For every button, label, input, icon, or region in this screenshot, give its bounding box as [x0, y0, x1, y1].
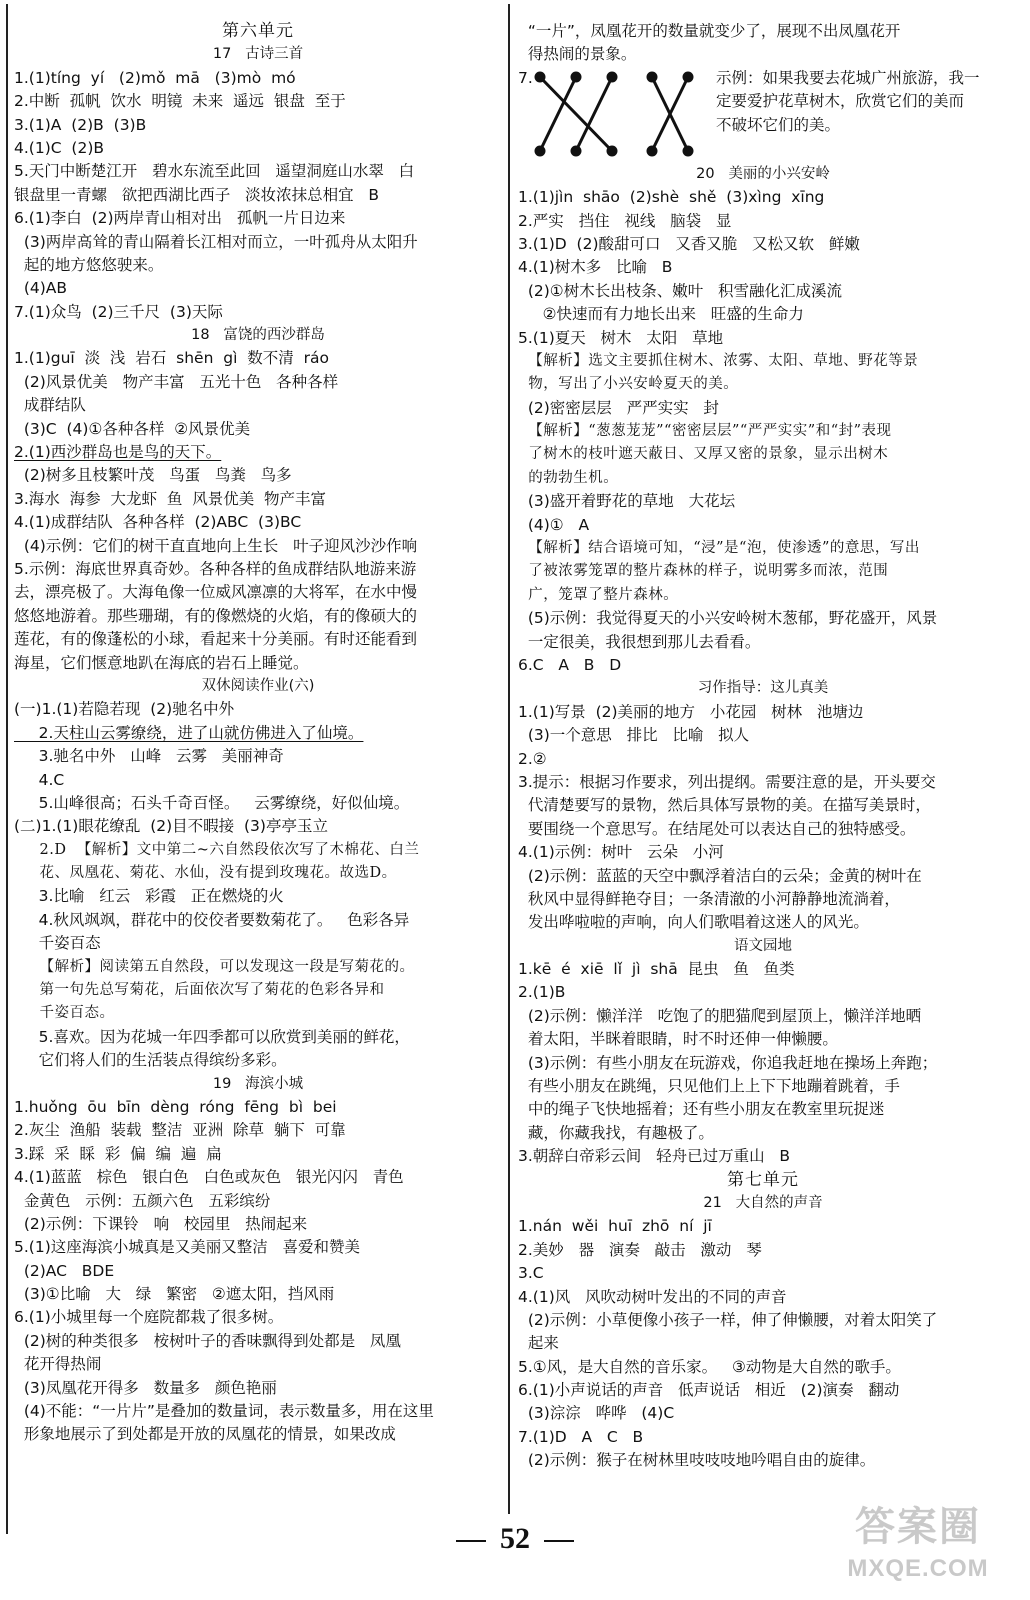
answer-line: 金黄色 示例：五颜六色 五彩缤纷: [14, 1191, 271, 1210]
answer-line: 2.D 【解析】文中第二~六自然段依次写了木棉花、白兰: [14, 841, 420, 858]
answer-line: 藏，你藏我找，有趣极了。: [518, 1123, 714, 1142]
answer-line: (2)示例：下课铃 响 校园里 热闹起来: [14, 1214, 308, 1233]
section-heading: 第六单元: [222, 21, 294, 41]
answer-line: 了被浓雾笼罩的整片森林的样子，说明雾多而浓，范围: [518, 563, 889, 580]
answer-line: 2.(1)西沙群岛也是鸟的天下。: [14, 443, 222, 462]
answer-line: 花、凤凰花、菊花、水仙，没有提到玫瑰花。故选D。: [14, 865, 397, 882]
answer-line: 1.nán wěi huī zhō ní jī: [518, 1217, 712, 1236]
answer-line: (3)C (4)①各种各样 ②风景优美: [14, 419, 251, 438]
answer-line: 3.(1)D (2)酸甜可口 又香又脆 又松又软 鲜嫩: [518, 234, 860, 253]
answer-line: 一定很美，我很想到那儿去看看。: [518, 632, 761, 651]
matching-exercise-answer: [716, 67, 1006, 137]
answer-line: 2.严实 挡住 视线 脑袋 显: [518, 211, 732, 230]
section-heading: 语文园地: [734, 937, 792, 954]
answer-line: 4.(1)树木多 比喻 B: [518, 258, 673, 277]
answer-line: 3.(1)A (2)B (3)B: [14, 115, 147, 134]
answer-line: 2.②: [518, 749, 547, 768]
answer-line: ②快速而有力地长出来 旺盛的生命力: [518, 305, 804, 324]
answer-line: 【解析】结合语境可知，“浸”是“泡，使渗透”的意思，写出: [518, 540, 920, 557]
answer-line: 6.(1)小声说话的声音 低声说话 相近 (2)演奏 翻动: [518, 1381, 900, 1400]
answer-line: 1.kē é xiē lǐ jì shā 昆虫 鱼 鱼类: [518, 960, 795, 979]
answer-line: 3.踩 采 睬 彩 偏 编 遍 扁: [14, 1144, 222, 1163]
answer-line: (4)不能：“一片片”是叠加的数量词，表示数量多，用在这里: [14, 1402, 434, 1421]
answer-line: 的勃勃生机。: [518, 469, 619, 486]
answer-line: 第一句先总写菊花，后面依次写了菊花的色彩各异和: [14, 982, 385, 999]
watermark-url: MXQE.COM: [847, 1555, 989, 1582]
answer-line: 6.(1)小城里每一个庭院都栽了很多树。: [14, 1308, 284, 1327]
answer-line: 5.(1)夏天 树木 太阳 草地: [518, 328, 724, 347]
answer-line: 示例：如果我要去花城广州旅游，我一: [716, 68, 980, 87]
answer-line: 【解析】阅读第五自然段，可以发现这一段是写菊花的。: [14, 958, 415, 975]
section-heading: 20 美丽的小兴安岭: [696, 165, 830, 182]
answer-line: 7.(1)众鸟 (2)三千尺 (3)天际: [14, 302, 223, 321]
match-line: [540, 77, 612, 151]
answer-line: 代清楚要写的景物，然后具体写景物的美。在描写美景时，: [518, 796, 931, 815]
answer-line: (3)淙淙 哗哗 (4)C: [518, 1404, 675, 1423]
answer-line: (2)示例：小草便像小孩子一样，伸了伸懒腰，对着太阳笑了: [518, 1310, 938, 1329]
page-number-dash: [544, 1540, 574, 1542]
answer-line: 1.(1)jìn shāo (2)shè shě (3)xìng xīng: [518, 188, 825, 207]
question-number: 7.: [518, 68, 533, 87]
answer-line: (2)示例：懒洋洋 吃饱了的肥猫爬到屋顶上，懒洋洋地晒: [518, 1006, 922, 1025]
answer-line: 2.美妙 器 演奏 敲击 激动 琴: [518, 1240, 762, 1259]
matching-lines-diagram: [534, 71, 710, 159]
binding-edge-line: [6, 4, 8, 1534]
answer-line: 2.灰尘 渔船 装载 整洁 亚洲 除草 躺下 可靠: [14, 1121, 346, 1140]
answer-line: (5)示例：我觉得夏天的小兴安岭树木葱郁，野花盛开，风景: [518, 609, 938, 628]
answer-line: 形象地展示了到处都是开放的凤凰花的情景，如果改成: [14, 1425, 396, 1444]
answer-line: 1.(1)写景 (2)美丽的地方 小花园 树林 池塘边: [518, 702, 864, 721]
answer-line: (2)示例：猴子在树林里吱吱吱地吟唱自由的旋律。: [518, 1451, 876, 1470]
watermark-logo: [818, 1500, 1018, 1596]
answer-line: 6.C A B D: [518, 655, 622, 674]
answer-line: 悠悠地游着。那些珊瑚，有的像燃烧的火焰，有的像硕大的: [14, 606, 418, 625]
answer-line: 要围绕一个意思写。在结尾处可以表达自己的独特感受。: [518, 819, 916, 838]
section-heading: 19 海滨小城: [212, 1075, 304, 1092]
answer-line: 去，漂亮极了。大海龟像一位威风凛凛的大将军，在水中慢: [14, 583, 418, 602]
answer-line: 银盘里一青螺 欲把西湖比西子 淡妆浓抹总相宜 B: [14, 185, 379, 204]
answer-line: 5.示例：海底世界真奇妙。各种各样的鱼成群结队地游来游: [14, 559, 417, 578]
answer-line: 起来: [518, 1334, 559, 1353]
answer-line: 着太阳，半眯着眼睛，时不时还伸一伸懒腰。: [518, 1030, 838, 1049]
answer-line: 3.提示：根据习作要求，列出提纲。需要注意的是，开头要交: [518, 772, 936, 791]
answer-line: 7.(1)D A C B: [518, 1427, 644, 1446]
answer-line: 4.(1)蓝蓝 棕色 银白色 白色或灰色 银光闪闪 青色: [14, 1168, 404, 1187]
answer-line: (2)树多且枝繁叶茂 鸟蛋 鸟粪 鸟多: [14, 466, 292, 485]
answer-line: 5.天门中断楚江开 碧水东流至此回 遥望洞庭山水翠 白: [14, 162, 415, 181]
answer-line: 物，写出了小兴安岭夏天的美。: [518, 376, 739, 393]
match-line: [576, 77, 612, 151]
column-divider: [508, 4, 510, 1514]
answer-line: (3)凤凰花开得多 数量多 颜色艳丽: [14, 1378, 277, 1397]
answer-line: 秋风中显得鲜艳夺目；一条清澈的小河静静地流淌着，: [518, 889, 900, 908]
answer-line: 海星，它们惬意地趴在海底的岩石上睡觉。: [14, 653, 309, 672]
answer-line: (3)一个意思 排比 比喻 拟人: [518, 726, 750, 745]
answer-line: 定要爱护花草树木，欣赏它们的美而: [716, 92, 965, 111]
section-heading: 第七单元: [727, 1169, 799, 1190]
answer-line: (2)示例：蓝蓝的天空中飘浮着洁白的云朵；金黄的树叶在: [518, 866, 922, 885]
section-heading: 18 富饶的西沙群岛: [191, 327, 325, 344]
answer-line: 2.天柱山云雾缭绕，进了山就仿佛进入了仙境。: [14, 723, 364, 742]
answer-line: 发出哗啦啦的声响，向人们歌唱着这迷人的风光。: [518, 913, 869, 932]
section-heading: 17 古诗三首: [212, 46, 304, 63]
answer-line: 【解析】“葱葱茏茏”“密密层层”“严严实实”和“封”表现: [518, 423, 892, 440]
answer-line: (2)AC BDE: [14, 1261, 115, 1280]
answer-line: 3.朝辞白帝彩云间 轻舟已过万重山 B: [518, 1147, 790, 1166]
answer-line: 3.驰名中外 山峰 云雾 美丽神奇: [14, 747, 284, 766]
answer-line: “一片”，凤凰花开的数量就变少了，展现不出凤凰花开: [518, 22, 901, 40]
answer-line: 不破坏它们的美。: [716, 115, 841, 134]
answer-line: 5.①风，是大自然的音乐家。 ③动物是大自然的歌手。: [518, 1357, 901, 1376]
answer-line: 千姿百态。: [14, 1005, 115, 1022]
match-line: [540, 77, 576, 151]
answer-line: (3)示例：有些小朋友在玩游戏，你追我赶地在操场上奔跑；: [518, 1053, 938, 1072]
answer-line: 2.(1)B: [518, 983, 566, 1002]
page-number-value: 52: [500, 1522, 530, 1555]
answer-line: 4.C: [14, 770, 65, 789]
answer-line: 2.中断 孤帆 饮水 明镜 未来 遥远 银盘 至于: [14, 92, 346, 111]
answer-line: 了树木的枝叶遮天蔽日、又厚又密的景象，显示出树木: [518, 446, 889, 463]
answer-line: (2)密密层层 严严实实 封: [518, 398, 719, 417]
left-column: [14, 20, 502, 1447]
answer-line: 广，笼罩了整片森林。: [518, 586, 679, 603]
answer-line: (3)两岸高耸的青山隔着长江相对而立，一叶孤舟从太阳升: [14, 232, 418, 251]
answer-line: 【解析】选文主要抓住树木、浓雾、太阳、草地、野花等景: [518, 352, 919, 369]
answer-line: (3)盛开着野花的草地 大花坛: [518, 492, 736, 511]
answer-line: 起的地方悠悠驶来。: [14, 255, 164, 274]
matching-exercise-7: [518, 67, 1008, 163]
answer-line: (4)示例：它们的树干直直地向上生长 叶子迎风沙沙作响: [14, 536, 418, 555]
answer-line: 3.C: [518, 1264, 544, 1283]
answer-line: 5.喜欢。因为花城一年四季都可以欣赏到美丽的鲜花，: [14, 1027, 410, 1046]
answer-line: 4.(1)示例：树叶 云朵 小河: [518, 843, 724, 862]
answer-line: 中的绳子飞快地摇着；还有些小朋友在教室里玩捉迷: [518, 1100, 885, 1119]
page-number-dash: [456, 1540, 486, 1542]
answer-line: 3.海水 海参 大龙虾 鱼 风景优美 物产丰富: [14, 489, 327, 508]
right-column: [518, 20, 1008, 1473]
answer-line: 4.(1)成群结队 各种各样 (2)ABC (3)BC: [14, 513, 302, 532]
answer-line: 1.(1)guī 淡 浅 岩石 shēn gì 数不清 ráo: [14, 349, 329, 368]
answer-line: 4.秋风飒飒，群花中的佼佼者要数菊花了。 色彩各异: [14, 910, 410, 929]
section-heading: 21 大自然的声音: [703, 1194, 823, 1211]
answer-line: 有些小朋友在跳绳，只见他们上上下下地蹦着跳着，手: [518, 1077, 900, 1096]
answer-line: 4.(1)C (2)B: [14, 138, 105, 157]
answer-line: (一)1.(1)若隐若现 (2)驰名中外: [14, 700, 235, 719]
answer-line: 它们将人们的生活装点得缤纷多彩。: [14, 1051, 287, 1070]
answer-line: 5.山峰很高；石头千奇百怪。 云雾缭绕，好似仙境。: [14, 793, 410, 812]
section-heading: 双休阅读作业(六): [201, 677, 315, 694]
answer-line: 莲花，有的像蓬松的小球，看起来十分美丽。有时还能看到: [14, 630, 418, 649]
watermark-title: 答案圈: [855, 1505, 981, 1549]
answer-line: 1.(1)tíng yí (2)mǒ mā (3)mò mó: [14, 68, 296, 87]
answer-line: 花开得热闹: [14, 1355, 102, 1374]
answer-line: 5.(1)这座海滨小城真是又美丽又整洁 喜爱和赞美: [14, 1238, 361, 1257]
answer-line: 3.比喻 红云 彩霞 正在燃烧的火: [14, 887, 284, 906]
answer-line: 1.huǒng ōu bīn dèng róng fēng bì bei: [14, 1097, 337, 1116]
answer-line: (4)AB: [14, 279, 68, 298]
answer-line: 4.(1)风 风吹动树叶发出的不同的声音: [518, 1287, 787, 1306]
answer-line: (2)风景优美 物产丰富 五光十色 各种各样: [14, 372, 339, 391]
answer-line: (2)树的种类很多 桉树叶子的香味飘得到处都是 凤凰: [14, 1331, 401, 1350]
answer-line: (2)①树木长出枝条、嫩叶 积雪融化汇成溪流: [518, 281, 842, 300]
answer-line: (4)① A: [518, 515, 590, 534]
answer-line: (二)1.(1)眼花缭乱 (2)目不暇接 (3)亭亭玉立: [14, 817, 328, 836]
answer-line: (3)①比喻 大 绿 繁密 ②遮太阳，挡风雨: [14, 1285, 335, 1304]
section-heading: 习作指导：这儿真美: [697, 680, 829, 697]
answer-line: 成群结队: [14, 396, 86, 415]
answer-line: 得热闹的景象。: [518, 45, 637, 64]
answer-line: 6.(1)李白 (2)两岸青山相对出 孤帆一片日边来: [14, 209, 346, 228]
answer-line: 千姿百态: [14, 934, 101, 953]
